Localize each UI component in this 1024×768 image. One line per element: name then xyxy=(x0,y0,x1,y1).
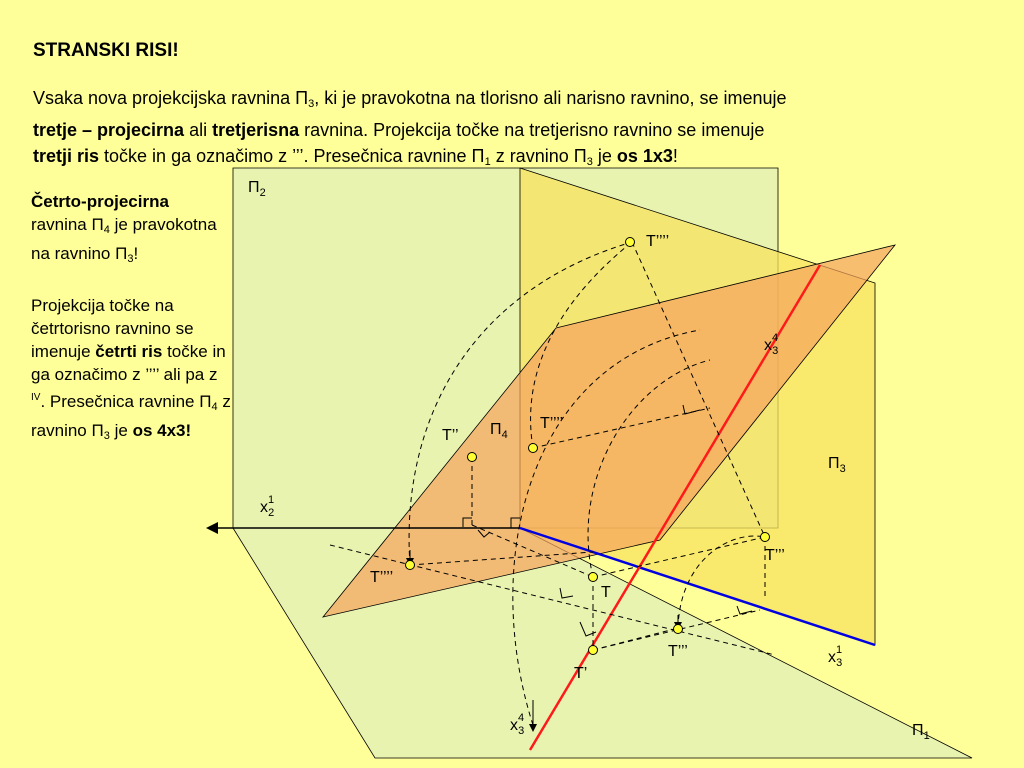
label-axis-x34-top: $x^4$ 3 xyxy=(764,332,779,357)
label-axis-x13: $x^1$ 3 xyxy=(828,644,843,669)
label-point-t3-low: T’’’ xyxy=(668,643,688,660)
label-point-t1: T’ xyxy=(574,665,588,682)
side-paragraph-1: Četrto-projecirna ravnina $\Pi_4$ je pravokotna na ravnino $\Pi_3$! xyxy=(31,192,217,265)
label-point-t4-left: T’’’’ xyxy=(370,569,394,586)
side-paragraph-2: Projekcija točke na četrtorisno ravnino se imenuje četrti ris točke in ga označimo z ’’’’ ali pa z $^{IV}$. Presečnica ravnine $\Pi_4$ z ravnino $\Pi_3$ je os 4x3! xyxy=(31,296,231,442)
point-t4-left xyxy=(406,561,415,570)
label-pi2: $\Pi_2$ xyxy=(248,179,266,199)
label-point-t4-mid: T’’’’ xyxy=(540,415,564,432)
point-t4-mid xyxy=(529,444,538,453)
point-t1 xyxy=(589,646,598,655)
label-pi4: $\Pi_4$ xyxy=(490,421,508,441)
point-t3-low xyxy=(674,625,683,634)
page-title: STRANSKI RISI! xyxy=(33,40,179,61)
point-t4-top xyxy=(626,238,635,247)
label-axis-x34-bottom: $x^4$ 3 xyxy=(510,712,525,737)
point-t2 xyxy=(468,453,477,462)
label-pi1: $\Pi_1$ xyxy=(912,722,930,742)
intro-paragraph: Vsaka nova projekcijska ravnina $\Pi_3$, ki je pravokotna na tlorisno ali narisno ravnino, se imenuje tretje – projecirna ali tretjerisna ravnina. Projekcija točke na tretjerisno ravnino se imenuje tretji ris točke in ga označimo z ’’’. Presečnica ravnine $\Pi_1$ z ravnino $\Pi_3$ je os 1x3! xyxy=(33,88,787,168)
label-point-t: T xyxy=(601,584,611,601)
label-point-t2: T’’ xyxy=(442,427,459,444)
label-point-t4-top: T’’’’ xyxy=(646,233,670,250)
label-point-t3-right: T’’’ xyxy=(765,547,785,564)
point-t3-right xyxy=(761,533,770,542)
point-t xyxy=(589,573,598,582)
label-axis-x12: $x^1$ 2 xyxy=(260,494,275,519)
label-pi3: $\Pi_3$ xyxy=(828,455,846,475)
